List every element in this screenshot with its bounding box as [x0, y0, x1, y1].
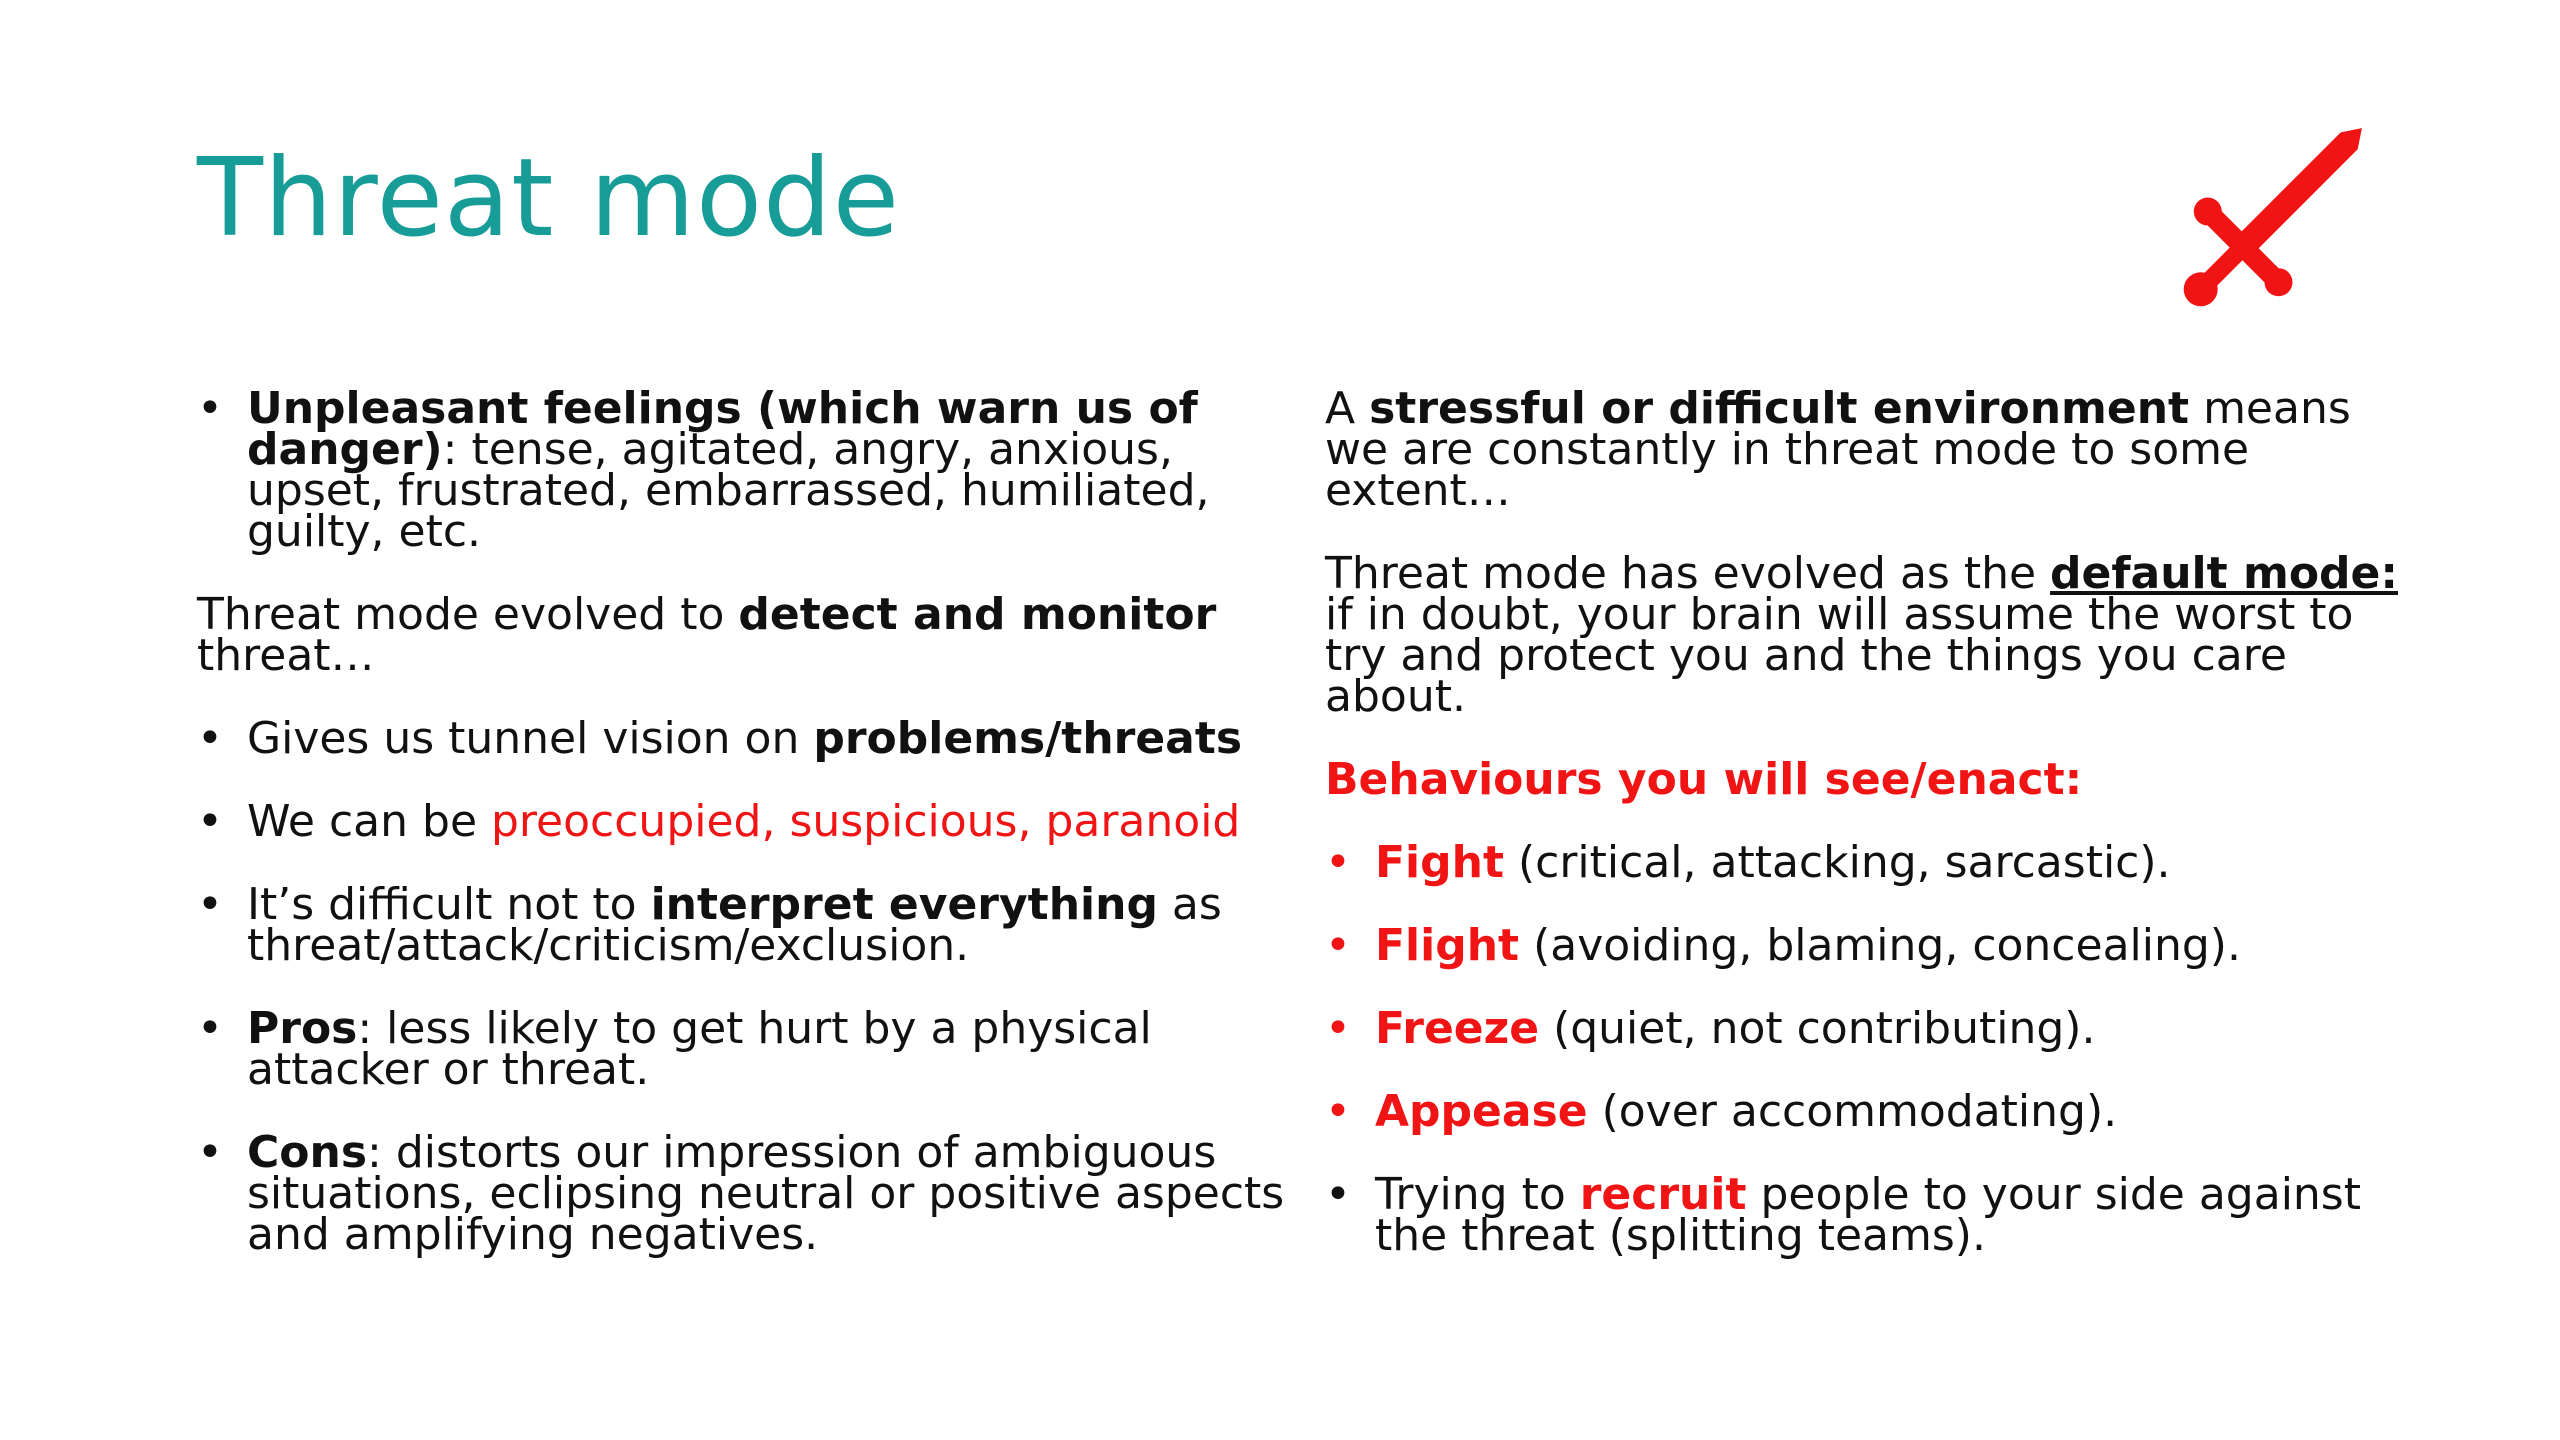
paragraph-stressful-environment: A stressful or difficult environment means we are constantly in threat mode to some extent…	[1325, 383, 2351, 516]
list-item-fight: • Fight (critical, attacking, sarcastic).	[1325, 837, 2171, 888]
bullet-icon: •	[1325, 920, 1351, 971]
list-item-tunnel-vision: • Gives us tunnel vision on problems/threats	[197, 713, 1243, 764]
list-item-pros: • Pros: less likely to get hurt by a physical attacker or threat.	[197, 1003, 1152, 1095]
right-bullet-list	[1325, 837, 2425, 1261]
left-bullet-list-2	[197, 713, 1287, 1260]
list-item-cons: • Cons: distorts our impression of ambiguous situations, eclipsing neutral or positive aspects and amplifying negatives.	[197, 1127, 1285, 1260]
right-column	[1325, 383, 2425, 1298]
slide-title: Threat mode	[197, 136, 901, 261]
left-column	[197, 383, 1287, 1297]
item-text: : tense, agitated, angry, anxious, upset, frustrated, embarrassed, humiliated, guilty, etc.	[247, 424, 1210, 557]
list-item-freeze: • Freeze (quiet, not contributing).	[1325, 1003, 2096, 1054]
left-bullet-list-1	[197, 383, 1287, 557]
bullet-icon: •	[1325, 1169, 1351, 1220]
bullet-icon: •	[197, 796, 223, 847]
bullet-icon: •	[1325, 837, 1351, 888]
paragraph-default-mode: Threat mode has evolved as the default mode: if in doubt, your brain will assume the worst to try and protect you and the things you care about.	[1325, 548, 2398, 722]
bullet-icon: •	[197, 1003, 223, 1054]
sword-icon	[2150, 100, 2390, 340]
item-bold-text: Unpleasant feelings (which warn us of danger)	[247, 383, 1198, 475]
list-item-interpret: • It’s difficult not to interpret everything as threat/attack/criticism/exclusion.	[197, 879, 1222, 971]
list-item-recruit: • Trying to recruit people to your side against the threat (splitting teams).	[1325, 1169, 2361, 1261]
bullet-icon: •	[197, 713, 223, 764]
bullet-icon: •	[197, 383, 223, 434]
behaviours-heading: Behaviours you will see/enact:	[1325, 754, 2083, 805]
list-item-appease: • Appease (over accommodating).	[1325, 1086, 2118, 1137]
list-item-preoccupied: • We can be preoccupied, suspicious, paranoid	[197, 796, 1241, 847]
bullet-icon: •	[1325, 1003, 1351, 1054]
bullet-icon: •	[197, 879, 223, 930]
bullet-icon: •	[197, 1127, 223, 1178]
paragraph-evolved: Threat mode evolved to detect and monitor threat…	[197, 589, 1217, 681]
list-item-flight: • Flight (avoiding, blaming, concealing).	[1325, 920, 2241, 971]
list-item-unpleasant-feelings	[197, 383, 1287, 557]
bullet-icon: •	[1325, 1086, 1351, 1137]
